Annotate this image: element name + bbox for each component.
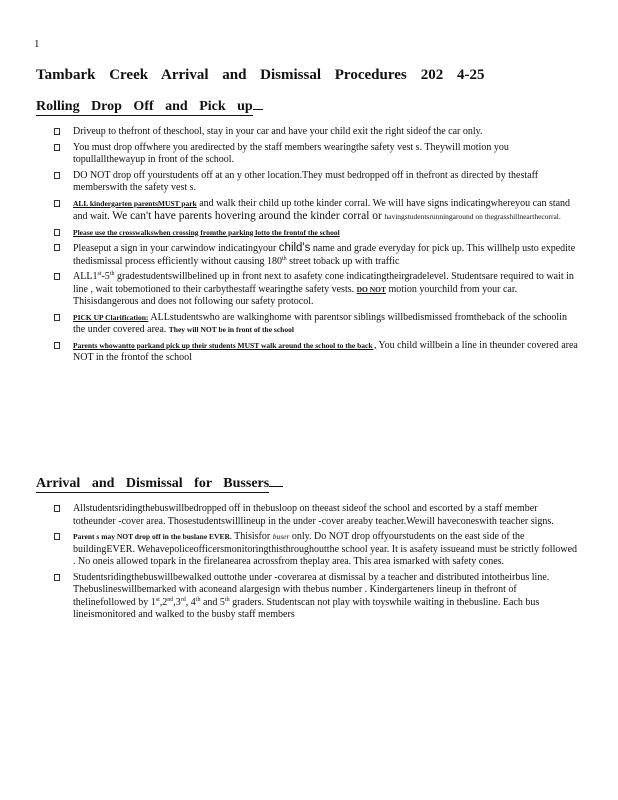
list-item <box>52 531 580 569</box>
list-item <box>52 126 580 139</box>
item-text: Driveup to thefront of theschool, stay in your car and have your child exit the right sideof the car only. <box>73 126 483 137</box>
item-text: Pleaseput a sign in your carwindow indicatingyour <box>73 243 277 254</box>
checkbox-bullet-icon <box>54 273 60 280</box>
item-text-2: only. Do NOT drop offyourstudents on the east side of the buildingEVER. Wehavepoliceofficersmonitoringthisthroughoutthe school year. It is asafety issueand must be strictly followed . No oneis allowed topark in the firelanearea acrossfrom theplay area. This area ismarked with safety cones. <box>73 531 578 567</box>
item-text: gradestudentswillbelined up in front next to asafety cone indicatingtheirgradelevel. Studentsare required to wait in line , wait tobemotioned to their carbythestaff wearingthe safety vests. <box>73 271 574 295</box>
document-title <box>36 67 596 84</box>
item-text: and walk their child up tothe kinder corral. We will have signs indicatingwhereyou can stand and wait. <box>73 197 571 222</box>
item-text: Allstudentsridingthebuswillbedropped off in thebusloop on theeast sideof the school and escorted by a staff member totheunder -cover area. Thosestudentswilllineup in the under -cover areaby teacher.Wewill haveconeswith teacher signs. <box>73 503 554 527</box>
item-text-part: graders. Studentscan not play with toyswhile waiting in thebusline. Each bus lineismonitored and walked to the busby staff members <box>73 596 540 620</box>
ordinal-suffix: st <box>97 271 102 277</box>
rolling-procedures-list <box>52 126 580 368</box>
checkbox-bullet-icon <box>54 314 60 321</box>
item-lead-text: Parent s may NOT drop off in the buslane EVER. <box>73 532 232 541</box>
item-text: Studentsridingthebuswillbewalked outtothe under -coverarea at dismissal by a teacher and distributed intotheirbus line. Thebuslineswillbemarked with aconeand alargesign with thebus number . Kindergarteners lineup in thefront of thelinefollowed by 1 <box>73 571 550 608</box>
ordinal-suffix: th <box>195 596 201 603</box>
item-text-part: ,2 <box>159 596 168 608</box>
page-number: 1 <box>34 38 40 50</box>
list-item <box>52 227 580 240</box>
item-text: You child willbein a line in theunder covered area NOT in the frontof the school <box>73 339 578 363</box>
checkbox-bullet-icon <box>54 505 60 512</box>
item-lead-text: DO NOT <box>356 284 387 294</box>
list-item <box>52 340 580 365</box>
ordinal-suffix: nd <box>167 596 174 603</box>
checkbox-bullet-icon <box>54 200 60 207</box>
item-text-part: , 4 <box>185 596 196 608</box>
item-emphasis-text: We can't have parents hovering around the kinder corral or <box>112 210 382 222</box>
item-text-part: ,3 <box>173 596 181 608</box>
item-text-3: street toback up with traffic <box>286 255 400 267</box>
item-emphasis-text: They will NOT be in front of the school <box>168 325 294 334</box>
list-item <box>52 572 580 622</box>
checkbox-bullet-icon <box>54 244 60 251</box>
checkbox-bullet-icon <box>54 533 60 540</box>
section-heading-text: Arrival and Dismissal for Bussers <box>36 476 270 491</box>
item-text-2: name and grade everyday for pick up. This willhelp usto expedite thedismissal process efficiently without causing 180 <box>73 243 576 267</box>
ordinal-suffix: rd <box>180 596 186 603</box>
list-item <box>52 503 580 528</box>
item-italic-text: buser <box>272 532 290 541</box>
item-text: Thisisfor <box>231 531 271 542</box>
item-text: Please use the crosswalkswhen crossing fromthe parking lotto the frontof the school <box>73 227 340 237</box>
item-text: DO NOT drop off yourstudents off at an y other location.They must bedropped off in thefront as directed by thestaff memberswith the safety vest s. <box>73 169 539 193</box>
list-item <box>52 170 580 195</box>
item-lead-text: Parents whowantto parkand pick up their students MUST walk around the school to the back , <box>73 340 377 350</box>
ordinal-suffix: st <box>155 596 160 603</box>
ordinal-suffix: th <box>224 596 230 603</box>
checkbox-bullet-icon <box>54 342 60 349</box>
item-pre-text: ALL1 <box>73 271 98 282</box>
checkbox-bullet-icon <box>54 574 60 581</box>
list-item <box>52 312 580 337</box>
item-lead-text: PICK UP Clarification: <box>73 312 149 322</box>
ordinal-suffix: th <box>109 271 115 277</box>
list-item <box>52 271 580 309</box>
busser-procedures-list <box>52 503 580 625</box>
title-text: Tambark Creek Arrival and Dismissal Procedures <box>36 67 407 83</box>
checkbox-bullet-icon <box>54 172 60 179</box>
item-emphasis-text: child's <box>278 242 311 254</box>
item-tail-text: havingstudentsrunningaround on thegrasshillnearthecorral. <box>384 212 561 221</box>
item-tail-text: motion yourchild from your car. Thisisdangerous and does not following our safety protocol. <box>73 283 518 307</box>
item-text: You must drop offwhere you aredirected by the staff members wearingthe safety vest s. Theywill motion you topullallthewayup in front of the school. <box>73 141 509 165</box>
title-year: 202 4-25 <box>420 67 485 83</box>
ordinal-suffix: th <box>281 255 287 262</box>
checkbox-bullet-icon <box>54 144 60 151</box>
checkbox-bullet-icon <box>54 229 60 236</box>
item-lead-text: ALL kindergarten parentsMUST park <box>73 198 197 208</box>
item-mid-text: -5 <box>101 271 110 282</box>
item-text-part: and 5 <box>200 596 225 608</box>
checkbox-bullet-icon <box>54 128 60 135</box>
section-heading-rolling <box>36 99 263 115</box>
list-item <box>52 242 580 268</box>
item-text: ALLstudentswho are walkinghome with parentsor siblings willbedismissed fromtheback of the schoolin the under covered area. <box>73 311 567 335</box>
list-item <box>52 198 580 224</box>
section-heading-bussers <box>36 476 283 492</box>
section-heading-text: Rolling Drop Off and Pick up <box>36 99 253 114</box>
list-item <box>52 142 580 167</box>
